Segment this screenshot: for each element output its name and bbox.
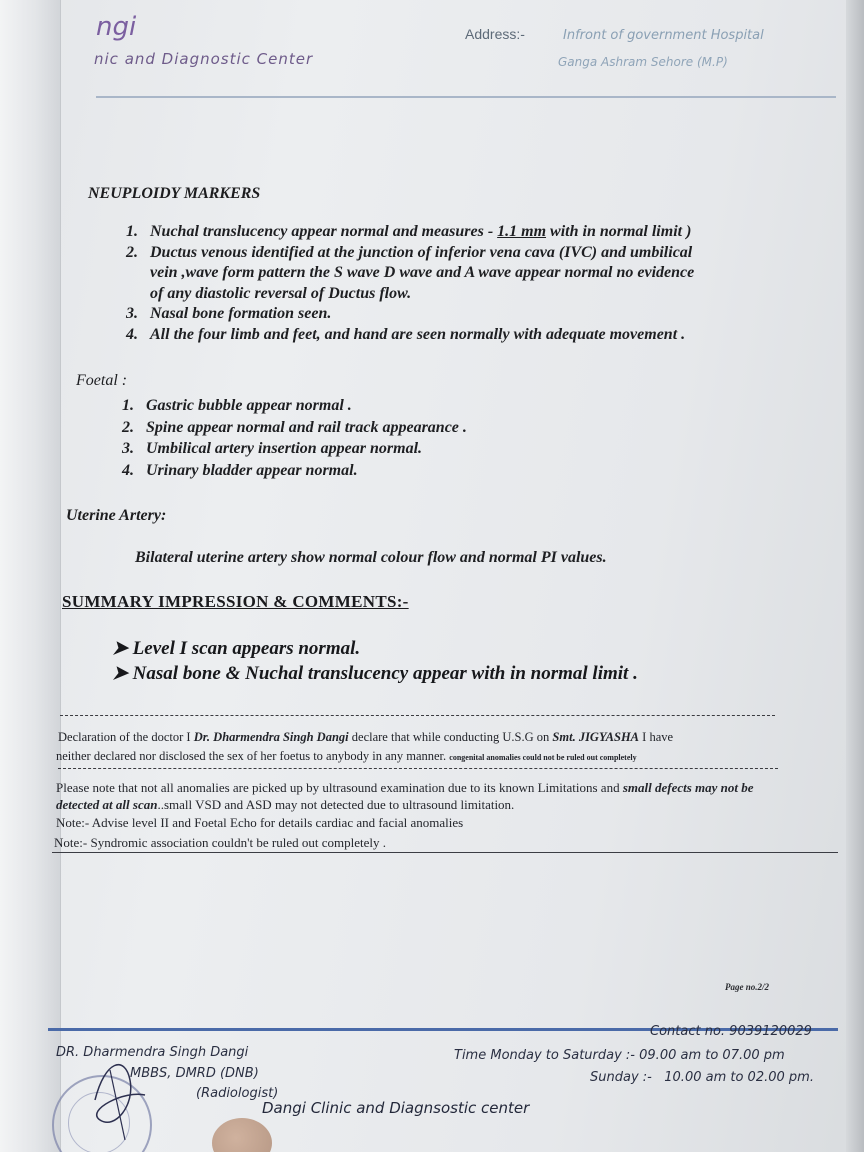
- doctor-name: Dr. Dharmendra Singh Dangi: [193, 730, 349, 744]
- summary-bullet: [112, 637, 360, 660]
- time-label: Time Monday to Saturday :-: [454, 1048, 635, 1063]
- nt-text: Nuchal translucency appear normal and measures -: [150, 223, 498, 240]
- note-text: ..small VSD and ASD may not detected due to ultrasound limitation.: [157, 797, 515, 812]
- foetal-item-text: Gastric bubble appear normal .: [146, 397, 352, 414]
- note-line-1: [56, 780, 754, 796]
- list-item: [126, 222, 694, 243]
- signature-scribble: [85, 1040, 155, 1150]
- foetal-item-text: Umbilical artery insertion appear normal.: [146, 440, 423, 457]
- uterine-text: Bilateral uterine artery show normal colour flow and normal PI values.: [135, 549, 607, 566]
- dv-line-2: vein ,wave form pattern the S wave D wave and A wave appear normal no evidence: [150, 264, 695, 281]
- clinic-logo-name: ngi: [96, 12, 137, 42]
- list-item: [122, 395, 467, 417]
- footer-clinic-name: Dangi Clinic and Diagnsostic center: [262, 1099, 530, 1117]
- declaration-line-2: [56, 749, 637, 764]
- binder-edge: [0, 0, 61, 1152]
- footer-time-sunday: [590, 1070, 814, 1085]
- arrow-bullet-icon: ➤: [112, 663, 128, 684]
- address-line-1: Infront of government Hospital: [563, 28, 764, 43]
- list-item: [122, 460, 467, 482]
- list-number: 2.: [122, 418, 134, 436]
- dashed-divider: [60, 715, 775, 716]
- address-line-2: Ganga Ashram Sehore (M.P): [558, 55, 728, 69]
- bullet-text: Nasal bone & Nuchal translucency appear with in normal limit .: [132, 663, 638, 684]
- dv-line-1: Ductus venous identified at the junction of inferior vena cava (IVC) and umbilical: [150, 243, 693, 261]
- footer-time-weekday: [454, 1048, 785, 1063]
- dashed-divider: [58, 768, 778, 769]
- note-line-4: Note:- Syndromic association couldn't be ruled out completely .: [54, 835, 386, 850]
- footer-degree: MBBS, DMRD (DNB): [130, 1066, 259, 1081]
- aneuploidy-title: NEUPLOIDY MARKERS: [88, 185, 261, 202]
- foetal-item-text: Spine appear normal and rail track appearance .: [146, 418, 467, 436]
- list-item: [126, 304, 694, 325]
- notes-underline: [52, 852, 838, 853]
- summary-title: SUMMARY IMPRESSION & COMMENTS:-: [62, 592, 409, 611]
- arrow-bullet-icon: ➤: [112, 638, 128, 659]
- footer-doctor-name: DR. Dharmendra Singh Dangi: [56, 1045, 249, 1060]
- note-line-2: [56, 797, 514, 813]
- list-number: 3.: [126, 305, 138, 322]
- sunday-label: Sunday :-: [590, 1070, 652, 1085]
- list-number: 1.: [122, 397, 134, 414]
- uterine-title: Uterine Artery:: [66, 507, 167, 524]
- foetal-title: Foetal :: [76, 372, 128, 389]
- note-emphasis: small defects may not be: [622, 780, 754, 795]
- decl-text: declare that while conducting U.S.G on: [348, 730, 553, 744]
- list-item: [126, 325, 694, 346]
- decl-text: Declaration of the doctor I: [58, 730, 194, 744]
- time-weekday-value: 09.00 am to 07.00 pm: [639, 1048, 785, 1063]
- decl-small-text: congenital anomalies could not be ruled out completely: [449, 753, 637, 762]
- decl-text: I have: [639, 730, 674, 744]
- foetal-item-text: Urinary bladder appear normal.: [146, 461, 358, 479]
- note-line-3: Note:- Advise level II and Foetal Echo for details cardiac and facial anomalies: [56, 815, 464, 830]
- note-emphasis: detected at all scan: [56, 797, 158, 812]
- note-text: Please note that not all anomalies are picked up by ultrasound examination due to its known Limitations and: [56, 780, 623, 795]
- list-number: 2.: [126, 243, 138, 261]
- decl-text: neither declared nor disclosed the sex of her foetus to anybody in any manner.: [56, 749, 450, 763]
- list-number: 1.: [126, 223, 138, 240]
- list-item: [126, 243, 695, 305]
- limbs-text: All the four limb and feet, and hand are seen normally with adequate movement .: [150, 325, 686, 343]
- address-label: Address:-: [465, 26, 525, 42]
- list-item: [122, 438, 467, 460]
- list-number: 4.: [126, 325, 138, 343]
- summary-bullet: [112, 662, 638, 685]
- header-divider: [96, 96, 836, 98]
- list-number: 3.: [122, 440, 134, 457]
- list-number: 4.: [122, 461, 134, 479]
- list-item: [122, 417, 467, 439]
- thumb-shadow: [212, 1118, 272, 1152]
- page-edge-shadow: [846, 0, 864, 1152]
- aneuploidy-list: [126, 222, 695, 345]
- patient-name: Smt. JIGYASHA: [552, 730, 640, 744]
- footer-contact: Contact no. 9039120029: [650, 1024, 812, 1039]
- declaration-line-1: [58, 730, 673, 745]
- nt-measure: 1.1 mm: [497, 223, 547, 240]
- page-number: Page no.2/2: [725, 982, 769, 992]
- foetal-list: [122, 395, 467, 481]
- nt-limit: with in normal limit ): [546, 223, 692, 240]
- footer-role: (Radiologist): [196, 1086, 279, 1101]
- nasal-bone-text: Nasal bone formation seen.: [150, 305, 332, 322]
- bullet-text: Level I scan appears normal.: [132, 638, 361, 659]
- time-sunday-value: 10.00 am to 02.00 pm.: [664, 1070, 814, 1085]
- clinic-logo-subtitle: nic and Diagnostic Center: [94, 50, 314, 68]
- dv-line-3: of any diastolic reversal of Ductus flow.: [150, 284, 412, 302]
